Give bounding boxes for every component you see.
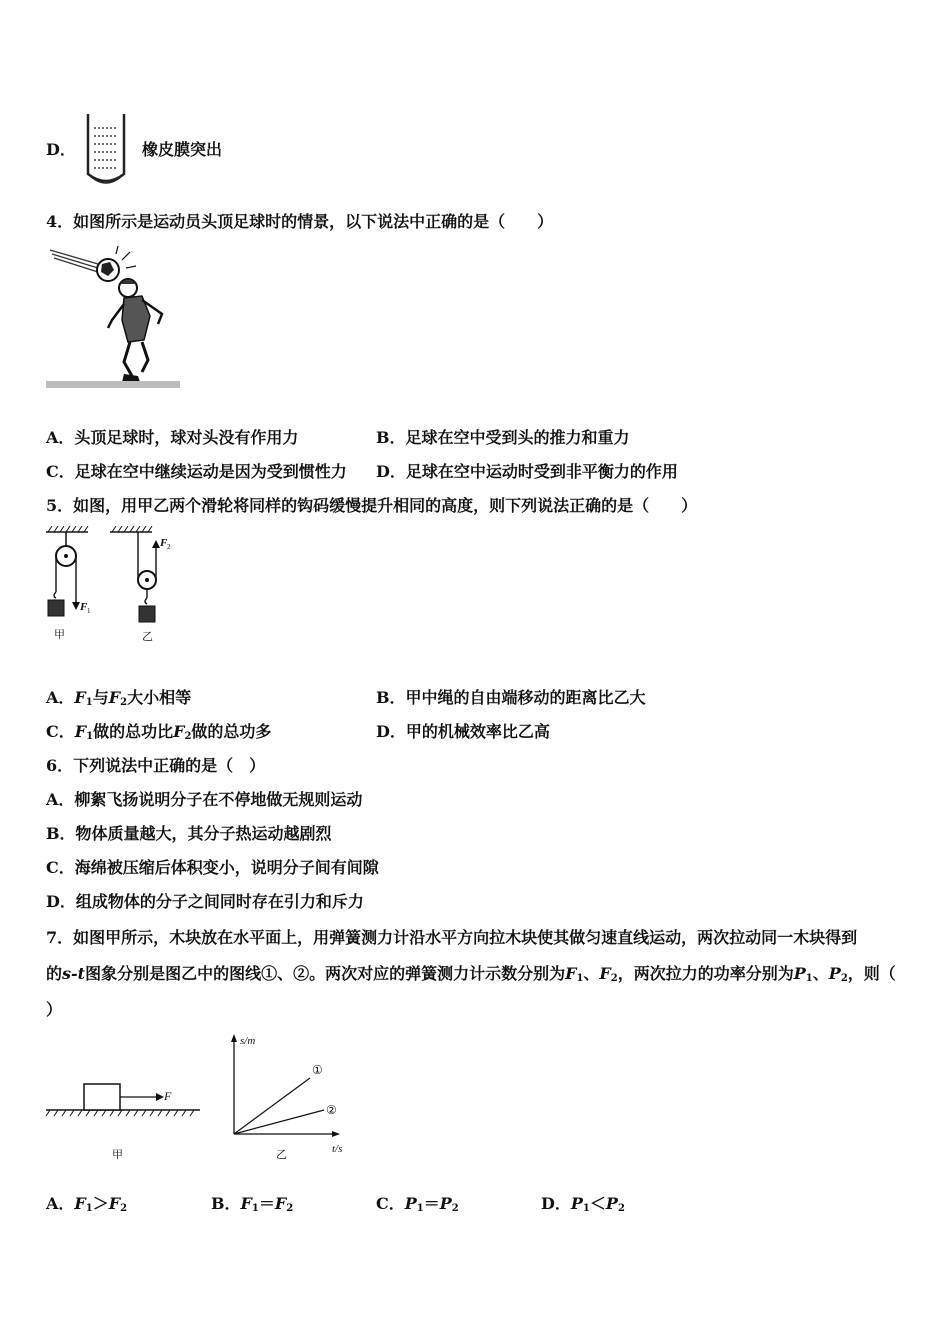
- header-ball-figure: [46, 244, 182, 392]
- q7-graph-line-1: [234, 1078, 310, 1134]
- q7-graph-line-2-label: ②: [326, 1103, 337, 1117]
- q6-option-c: C．海绵被压缩后体积变小，说明分子间有间隙: [46, 858, 379, 877]
- q7-st-graph: [224, 1028, 354, 1162]
- q4-option-a: A．头顶足球时，球对头没有作用力: [46, 428, 299, 447]
- q7-block-figure: [44, 1078, 204, 1162]
- pulley-label-jia: 甲: [54, 628, 65, 641]
- pulley-figure: [44, 526, 194, 646]
- q7-fig-f-label: F: [164, 1089, 172, 1103]
- q6-stem: 6．下列说法中正确的是（ ）: [46, 756, 266, 775]
- pulley-label-yi: 乙: [142, 630, 153, 643]
- q7-option-b: B．$F_1=F_2$: [211, 1194, 294, 1214]
- q7-stem-line1: 7．如图甲所示，木块放在水平面上，用弹簧测力计沿水平方向拉木块使其做匀速直线运动，两次拉动同一木块得到: [46, 928, 858, 947]
- q5-option-a: A．$F_1$与$F_2$大小相等: [46, 688, 192, 708]
- q7-graph-line-2: [234, 1110, 324, 1134]
- pulley-f2-sub: 2: [167, 543, 171, 551]
- q7-stem-line3: ）: [46, 1000, 63, 1019]
- q6-option-b: B．物体质量越大，其分子热运动越剧烈: [46, 824, 332, 843]
- q4-option-c: C．足球在空中继续运动是因为受到惯性力: [46, 462, 347, 481]
- q7-stem-line2: 的s-t图象分别是图乙中的图线①、②。两次对应的弹簧测力计示数分别为$F_1$、$F_2$，两次拉力的功率分别为$P_1$、$P_2$，则（: [46, 964, 896, 984]
- q4-option-b: B．足球在空中受到头的推力和重力: [376, 428, 630, 447]
- q6-option-a: A．柳絮飞扬说明分子在不停地做无规则运动: [46, 790, 363, 809]
- q6-option-d: D．组成物体的分子之间同时存在引力和斥力: [46, 892, 364, 911]
- q7-graph-line-1-label: ①: [312, 1063, 323, 1077]
- q7-option-c: C．$P_1=P_2$: [376, 1194, 459, 1214]
- q5-option-c: C．$F_1$做的总功比$F_2$做的总功多: [46, 722, 272, 742]
- q5-option-d: D．甲的机械效率比乙高: [376, 722, 550, 741]
- pulley-f1-sub: 1: [87, 607, 91, 615]
- q5-option-b: B．甲中绳的自由端移动的距离比乙大: [376, 688, 646, 707]
- pulley-f1-label: F: [80, 601, 88, 613]
- q5-stem: 5．如图，用甲乙两个滑轮将同样的钩码缓慢提升相同的高度，则下列说法正确的是（ ）: [46, 496, 698, 515]
- q7-graph-label-yi: 乙: [276, 1148, 287, 1161]
- q7-fig-label-jia: 甲: [112, 1148, 123, 1161]
- q7-graph-x-label: t/s: [332, 1143, 343, 1155]
- q7-option-a: A．$F_1>F_2$: [46, 1194, 128, 1214]
- q4-stem: 4．如图所示是运动员头顶足球时的情景，以下说法中正确的是（ ）: [46, 212, 554, 231]
- q4-option-d: D．足球在空中运动时受到非平衡力的作用: [376, 462, 678, 481]
- pulley-f2-label: F: [160, 537, 168, 549]
- q3-option-d-text: 橡皮膜突出: [142, 140, 223, 159]
- rubber-membrane-container-figure: [82, 112, 130, 190]
- q7-option-d: D．$P_1<P_2$: [541, 1194, 625, 1214]
- q7-graph-y-label: s/m: [240, 1035, 256, 1047]
- q3-option-d-letter: D．: [46, 140, 76, 159]
